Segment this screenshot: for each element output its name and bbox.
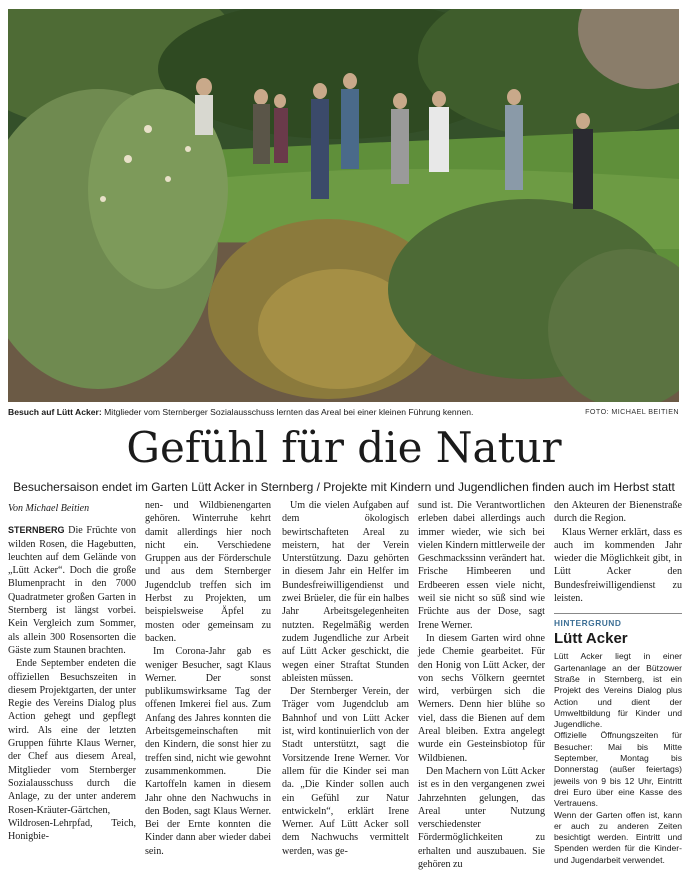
dateline: STERNBERG xyxy=(8,525,65,536)
sidebar-text-1: Lütt Acker liegt in einer Gartenanlage an der Bützower Straße in Sternberg, ist ein Projekt des Vereins Dialog plus Action und dient der Umweltbildung für Kinder und Jugendliche. xyxy=(554,651,682,730)
sidebar-divider xyxy=(554,613,682,614)
background-box xyxy=(554,617,682,866)
sidebar-text-3: Wenn der Garten offen ist, kann er auch zu anderen Zeiten besichtigt werden. Eintritt und Spenden werden für die Kinder- und Jugendarbeit verwendet. xyxy=(554,809,682,865)
paragraph-2: Ende September endeten die offiziellen Besuchszeiten in diesem Projektgarten, der unter Regie des Vereins Dialog plus Action gehegt und gepflegt wird. Als eine der letzten Gruppen führte Klaus Werner, der Chef aus diesem Areal, Mitglieder vom Sternberger Sozialausschuss durch die Anlage, zu der unter anderem Rosen-Kräuter-Gärtchen, Wildrosen-Lehrpfad, Teich, Honigbie- xyxy=(8,658,136,843)
article-column-1 xyxy=(8,499,136,843)
subheadline: Besuchersaison endet im Garten Lütt Acker in Sternberg / Projekte mit Kindern und Jugendlichen finden auch im Herbst statt xyxy=(13,480,675,494)
paragraph-7: sund ist. Die Verantwortlichen erleben dabei allerdings auch immer wieder, wie sich bei vielen Kindern mittlerweile der Geschmackssinn verändert hat. Frische Himbeeren und Erdbeeren essen viele nicht, weil sie nicht so süß sind wie Früchte aus der Dose, sagt Irene Werner. xyxy=(418,500,545,631)
article-photo xyxy=(8,9,679,402)
paragraph-10: den Akteuren der Bienenstraße durch die Region. xyxy=(554,500,682,525)
caption-text: Mitglieder vom Sternberger Sozialausschuss lernten das Areal bei einer kleinen Führung kennen. xyxy=(101,407,474,417)
photo-credit: FOTO: MICHAEL BEITIEN xyxy=(585,407,679,416)
paragraph-9: Den Machern von Lütt Acker ist es in den vergangenen zwei Jahrzehnten gelungen, das Areal unter Nutzung verschiedenster Fördermöglichkeiten zu erhalten und auszubauen. Sie gehören zu xyxy=(418,765,545,871)
sidebar-text-2: Offizielle Öffnungszeiten für Besucher: Mai bis Mitte September, Montag bis Donnerstag (außer feiertags) jeweils von 9 bis 12 Uhr, Eintritt drei Euro über eine Kasse des Vertrauens. xyxy=(554,730,682,809)
paragraph-8: In diesem Garten wird ohne jede Chemie gearbeitet. Für den Honig von Lütt Acker, der von sechs Völkern geerntet wird, verbürgen sich die Werners. Denn hier blühe so viel, dass die Bienen auf dem Areal bleiben. Extra angelegt wurde ein Gesteinsbiotop für Wildbienen. xyxy=(418,632,545,764)
paragraph-4: Im Corona-Jahr gab es weniger Besucher, sagt Klaus Werner. Der sonst publikumswirksame Tag der offenen Imkerei fiel aus. Zum Anfang des Jahres konnten die Arbeitsgemeinschaften mit den Kindern, die sonst hier zu treffen sind, nicht wie gewohnt zusammenkommen. Die Kartoffeln kamen in diesem Jahr ohne den Nachwuchs in den Boden, sagt Klaus Werner. Bei der Ernte konnten die Kinder dann aber wieder dabei sein. xyxy=(145,646,271,857)
headline: Gefühl für die Natur xyxy=(126,423,562,472)
paragraph-3: nen- und Wildbienengarten gehören. Winterruhe kehrt damit allerdings hier noch nicht ein. Verschiedene Gruppen aus der Förderschule und aus dem Sternberger Jugendclub treffen sich im Herbst zu Projekten, um beispielsweise Äpfel zu mosten oder gemeinsam zu backen. xyxy=(145,500,271,644)
article-column-4 xyxy=(418,499,545,871)
article-column-5 xyxy=(554,499,682,866)
byline: Von Michael Beitien xyxy=(8,503,90,514)
paragraph-6: Der Sternberger Verein, der Träger vom Jugendclub am Bahnhof und von Lütt Acker ist, wird kontinuierlich von der Stadt unterstützt, sagt die Vorsitzende Irene Werner. Vor allem für die Kinder sei man da. „Die Kinder sollen auch ein Gefühl zur Natur entwickeln“, erklärt Irene Werner. Auf Lütt Acker soll dem Nachwuchs vermittelt werden, was ge- xyxy=(282,686,409,857)
photo-caption xyxy=(8,405,679,419)
garden-photo-illustration xyxy=(8,9,679,402)
paragraph-11: Klaus Werner erklärt, dass es auch im kommenden Jahr wieder die Möglichkeit gibt, in Lütt Acker den Bundesfreiwilligendienst zu leisten. xyxy=(554,526,682,605)
sidebar-title: Lütt Acker xyxy=(554,630,628,648)
caption-lead: Besuch auf Lütt Acker: xyxy=(8,407,102,417)
paragraph-5: Um die vielen Aufgaben auf dem ökologisch bewirtschafteten Areal zu meistern, hat der Verein Unterstützung. Dazu gehörten in diesem Jahr ein Helfer im Bundesfreiwilligendienst und zwei Brüeler, die für ein halbes Jahr Arbeitsgelegenheiten nutzten. Regelmäßig werden zudem Jugendliche zur Arbeit auf Lütt Acker geschickt, die wegen einer Straftat Stunden ableisten müssen. xyxy=(282,500,409,684)
article-column-2 xyxy=(145,499,271,858)
article-column-3 xyxy=(282,499,409,858)
paragraph-1-text: Die Früchte von wilden Rosen, die Hagebutten, leuchten auf dem Gelände von „Lütt Acker“. Doch die große Blumenpracht in den 7000 Quadratmeter großen Garten in Sternberg ist längst vorbei. Kein Vergleich zum Sommer, als allein 300 Rosensorten die Gäste zum Staunen brachten. xyxy=(8,525,136,656)
sidebar-kicker: HINTERGRUND xyxy=(554,618,622,629)
paragraph-1 xyxy=(8,524,136,657)
